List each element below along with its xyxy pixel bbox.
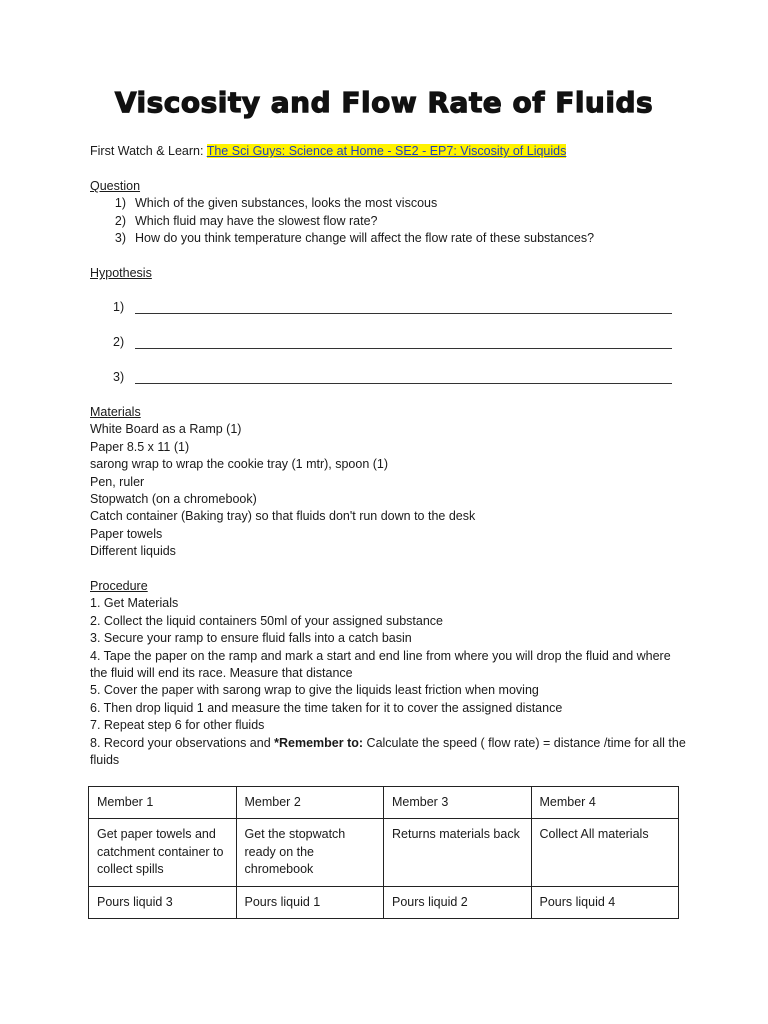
- materials-list: [90, 421, 690, 560]
- material-item: Paper 8.5 x 11 (1): [90, 439, 190, 454]
- table-header-cell: Member 2: [236, 787, 384, 819]
- table-header-cell: Member 3: [384, 787, 532, 819]
- procedure-step: 7. Repeat step 6 for other fluids: [90, 718, 265, 733]
- procedure-step: 5. Cover the paper with sarong wrap to give the liquids least friction when moving: [90, 683, 539, 698]
- procedure-section: [90, 578, 686, 769]
- hypothesis-section: [90, 265, 690, 282]
- procedure-step: 3. Secure your ramp to ensure fluid falls into a catch basin: [90, 631, 412, 646]
- hypothesis-blank[interactable]: [135, 383, 672, 384]
- question-text: Which of the given substances, looks the most viscous: [135, 196, 438, 211]
- table-cell: Pours liquid 1: [236, 886, 384, 918]
- table-header-cell: Member 4: [531, 787, 679, 819]
- question-number: 2): [114, 213, 126, 228]
- material-item: Paper towels: [90, 526, 163, 541]
- material-item: White Board as a Ramp (1): [90, 422, 242, 437]
- procedure-heading: Procedure: [90, 579, 148, 593]
- procedure-list: [90, 595, 686, 769]
- question-text: How do you think temperature change will affect the flow rate of these substances?: [135, 231, 595, 246]
- question-item: [90, 230, 690, 247]
- hypothesis-blank[interactable]: [135, 313, 672, 314]
- question-item: [90, 213, 690, 230]
- materials-heading: Materials: [90, 405, 141, 419]
- question-number: 3): [114, 231, 126, 246]
- material-item: Catch container (Baking tray) so that fluids don't run down to the desk: [90, 509, 476, 524]
- hypothesis-number: 1): [113, 300, 125, 314]
- step8-prefix: 8. Record your observations and: [90, 735, 275, 750]
- roles-table: [88, 786, 679, 919]
- table-cell: Returns materials back: [384, 819, 532, 886]
- table-cell: Pours liquid 4: [531, 886, 679, 918]
- step8-reminder: *Remember to:: [274, 735, 364, 750]
- step8-rest: Calculate the speed ( flow rate) = distance /time for all the fluids: [90, 735, 686, 768]
- hypothesis-number: 3): [113, 370, 125, 384]
- table-row: [89, 819, 679, 886]
- table-cell: Get the stopwatch ready on the chromebook: [236, 819, 384, 886]
- material-item: Pen, ruler: [90, 474, 145, 489]
- procedure-step: 4. Tape the paper on the ramp and mark a start and end line from where you will drop the fluid and where the fluid will end its race. Measure that distance: [90, 648, 671, 681]
- material-item: Different liquids: [90, 544, 176, 559]
- procedure-step: [90, 735, 686, 770]
- table-row: [89, 886, 679, 918]
- page-title: Viscosity and Flow Rate of Fluids: [114, 86, 654, 119]
- hypothesis-line[interactable]: [90, 335, 690, 353]
- table-cell: Get paper towels and catchment container to collect spills: [89, 819, 237, 886]
- question-section: [90, 178, 690, 248]
- question-list: [90, 195, 690, 247]
- hypothesis-heading: Hypothesis: [90, 266, 152, 280]
- hypothesis-line[interactable]: [90, 300, 690, 318]
- material-item: Stopwatch (on a chromebook): [90, 492, 257, 507]
- hypothesis-line[interactable]: [90, 370, 690, 388]
- material-item: sarong wrap to wrap the cookie tray (1 mtr), spoon (1): [90, 457, 389, 472]
- hypothesis-number: 2): [113, 335, 125, 349]
- video-link[interactable]: The Sci Guys: Science at Home - SE2 - EP7: Viscosity of Liquids: [206, 144, 567, 158]
- question-item: [90, 195, 690, 212]
- watch-prefix: First Watch & Learn:: [90, 144, 204, 158]
- hypothesis-blank[interactable]: [135, 348, 672, 349]
- question-text: Which fluid may have the slowest flow rate?: [135, 213, 378, 228]
- table-cell: Collect All materials: [531, 819, 679, 886]
- table-row: [89, 787, 679, 819]
- procedure-step: 6. Then drop liquid 1 and measure the time taken for it to cover the assigned distance: [90, 700, 563, 715]
- procedure-step: 2. Collect the liquid containers 50ml of your assigned substance: [90, 613, 443, 628]
- watch-learn-line: [90, 143, 690, 160]
- question-number: 1): [114, 196, 126, 211]
- materials-section: [90, 404, 690, 561]
- table-cell: Pours liquid 3: [89, 886, 237, 918]
- question-heading: Question: [90, 179, 141, 193]
- procedure-step: 1. Get Materials: [90, 596, 179, 611]
- table-cell: Pours liquid 2: [384, 886, 532, 918]
- table-header-cell: Member 1: [89, 787, 237, 819]
